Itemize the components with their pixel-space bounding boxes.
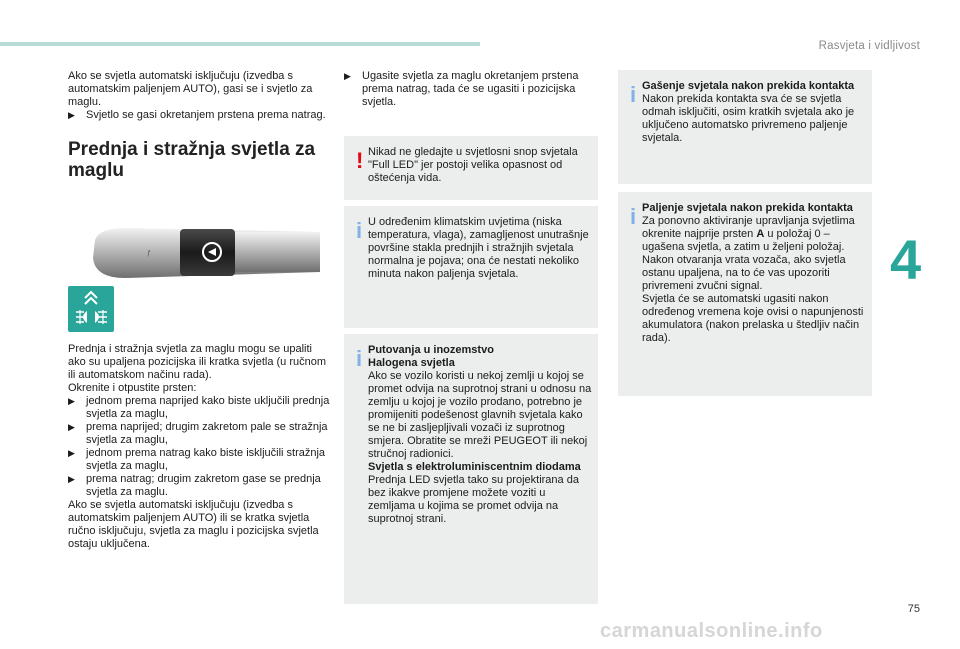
light-stalk-illustration bbox=[85, 222, 320, 282]
bullet-1: ▶ jednom prema naprijed kako biste uključili prednja svjetla za maglu, bbox=[68, 395, 330, 420]
info-box-lights-off bbox=[618, 70, 872, 184]
svg-text:ƒ: ƒ bbox=[147, 250, 151, 257]
bullet-4: ▶ prema natrag; drugim zakretom gase se prednja svjetla za maglu. bbox=[68, 473, 321, 498]
bullet-arrow-icon: ▶ bbox=[344, 71, 351, 81]
info-icon: i bbox=[356, 218, 363, 243]
halogen-subtitle: Halogena svjetla bbox=[368, 357, 455, 369]
col1-body bbox=[68, 343, 330, 551]
bullet-arrow-icon: ▶ bbox=[68, 474, 75, 484]
outro-text: Ako se svjetla automatski isključuju (izvedba s automatskim paljenjem AUTO) ili se kratka svjetla ručno isključuju, svjetla za maglu i pozicijska svjetla ostaju uključena. bbox=[68, 499, 319, 550]
travel-title: Putovanja u inozemstvo bbox=[368, 344, 494, 356]
lights-off-title: Gašenje svjetala nakon prekida kontakta bbox=[642, 80, 855, 92]
turn-text: Okrenite i otpustite prsten: bbox=[68, 382, 197, 394]
info-box-condensation bbox=[344, 206, 598, 328]
lights-off-info bbox=[642, 80, 866, 145]
col2-bullet bbox=[344, 70, 594, 109]
info-icon: i bbox=[356, 346, 363, 371]
auto-off-text: Svjetla će se automatski ugasiti nakon određenog vremena koje ovisi o napunjenosti akumulatora (nakon prelaska u štedljiv način rada). bbox=[642, 293, 864, 344]
bullet-arrow-icon: ▶ bbox=[68, 422, 75, 432]
bullet-3: ▶ jednom prema natrag kako biste isključili stražnja svjetla za maglu, bbox=[68, 447, 326, 472]
intro-text: Ako se svjetla automatski isključuju (izvedba s automatskim paljenjem AUTO), gasi se i svjetlo za maglu. bbox=[68, 70, 313, 108]
bullet-arrow-icon: ▶ bbox=[68, 110, 75, 120]
col1-intro bbox=[68, 70, 330, 122]
lights-on-title: Paljenje svjetala nakon prekida kontakta bbox=[642, 202, 853, 214]
fog-light-symbol-icon bbox=[68, 286, 114, 332]
led-text: Prednja LED svjetla tako su projektirana da bez ikakve promjene možete voziti u zemljama u kojima se promet odvija na suprotnoj strani. bbox=[368, 474, 579, 525]
intro-bullet: ▶ Svjetlo se gasi okretanjem prstena prema natrag. bbox=[68, 109, 326, 121]
body-text: Prednja i stražnja svjetla za maglu mogu se upaliti ako su upaljena pozicijska ili kratka svjetla (u ručnom ili automatskom načinu rada). bbox=[68, 343, 327, 381]
lights-off-text: Nakon prekida kontakta sva će se svjetla odmah isključiti, osim kratkih svjetala ako je uključeno automatsko privremeno paljenje svjetala. bbox=[642, 93, 855, 144]
header-rule bbox=[0, 42, 480, 46]
warning-text: Nikad ne gledajte u svjetlosni snop svjetala "Full LED" jer postoji velika opasnost od oštećenja vida. bbox=[368, 146, 578, 184]
warning-box bbox=[344, 136, 598, 200]
info-text: U određenim klimatskim uvjetima (niska temperatura, vlaga), zamagljenost unutrašnje površine stakla prednjih i stražnjih svjetala normalna je pojava; ona će nestati nekoliko minuta nakon paljenja svjetala. bbox=[368, 216, 589, 280]
info-icon: i bbox=[630, 204, 637, 229]
bullet-2: ▶ prema naprijed; drugim zakretom pale se stražnja svjetla za maglu, bbox=[68, 421, 328, 446]
halogen-text: Ako se vozilo koristi u nekoj zemlji u kojoj se promet odvija na suprotnoj strani u odnosu na zemlju u kojoj je vozilo prodano, potrebno je promijeniti podešenost glavnih svjetala kako se ne bi zasljepljivali vozači iz suprotnog smjera. Obratite se mreži PEUGEOT ili nekoj stručnoj radionici. bbox=[368, 370, 592, 460]
section-title: Rasvjeta i vidljivost bbox=[818, 40, 920, 52]
led-subtitle: Svjetla s elektroluminiscentnim diodama bbox=[368, 461, 581, 473]
door-text: Nakon otvaranja vrata vozača, ako svjetla ostanu upaljena, na to će vas upozoriti privremeni zvučni signal. bbox=[642, 254, 846, 292]
watermark: carmanualsonline.info bbox=[600, 620, 823, 642]
info-box-lights-on bbox=[618, 192, 872, 396]
travel-info bbox=[368, 344, 592, 526]
chapter-number: 4 bbox=[890, 228, 922, 291]
warning-icon: ! bbox=[356, 148, 364, 173]
lights-on-info: Paljenje svjetala nakon prekida kontakta Za ponovno aktiviranje upravljanja svjetlima okrenite najprije prsten A u položaj 0 – ugašena svjetla, a zatim u željeni položaj. Nakon otvaranja vrata vozača, ako svjetla ostanu upaljena, na to će vas upozoriti privremeni zvučni signal. Svjetla će se automatski ugasiti nakon određenog vremena koje ovisi o napunjenosti akumulatora (nakon prelaska u štedljiv način rada). bbox=[642, 202, 864, 344]
page-number: 75 bbox=[907, 603, 920, 615]
col2-bullet-item: ▶ Ugasite svjetla za maglu okretanjem prstena prema natrag, tada će se ugasiti i pozicijska svjetla. bbox=[344, 70, 579, 108]
bullet-arrow-icon: ▶ bbox=[68, 448, 75, 458]
info-icon: i bbox=[630, 82, 637, 107]
ring-label: A bbox=[756, 228, 765, 240]
page-heading: Prednja i stražnja svjetla za maglu bbox=[68, 139, 316, 181]
bullet-arrow-icon: ▶ bbox=[68, 396, 75, 406]
info-box-travel bbox=[344, 334, 598, 604]
